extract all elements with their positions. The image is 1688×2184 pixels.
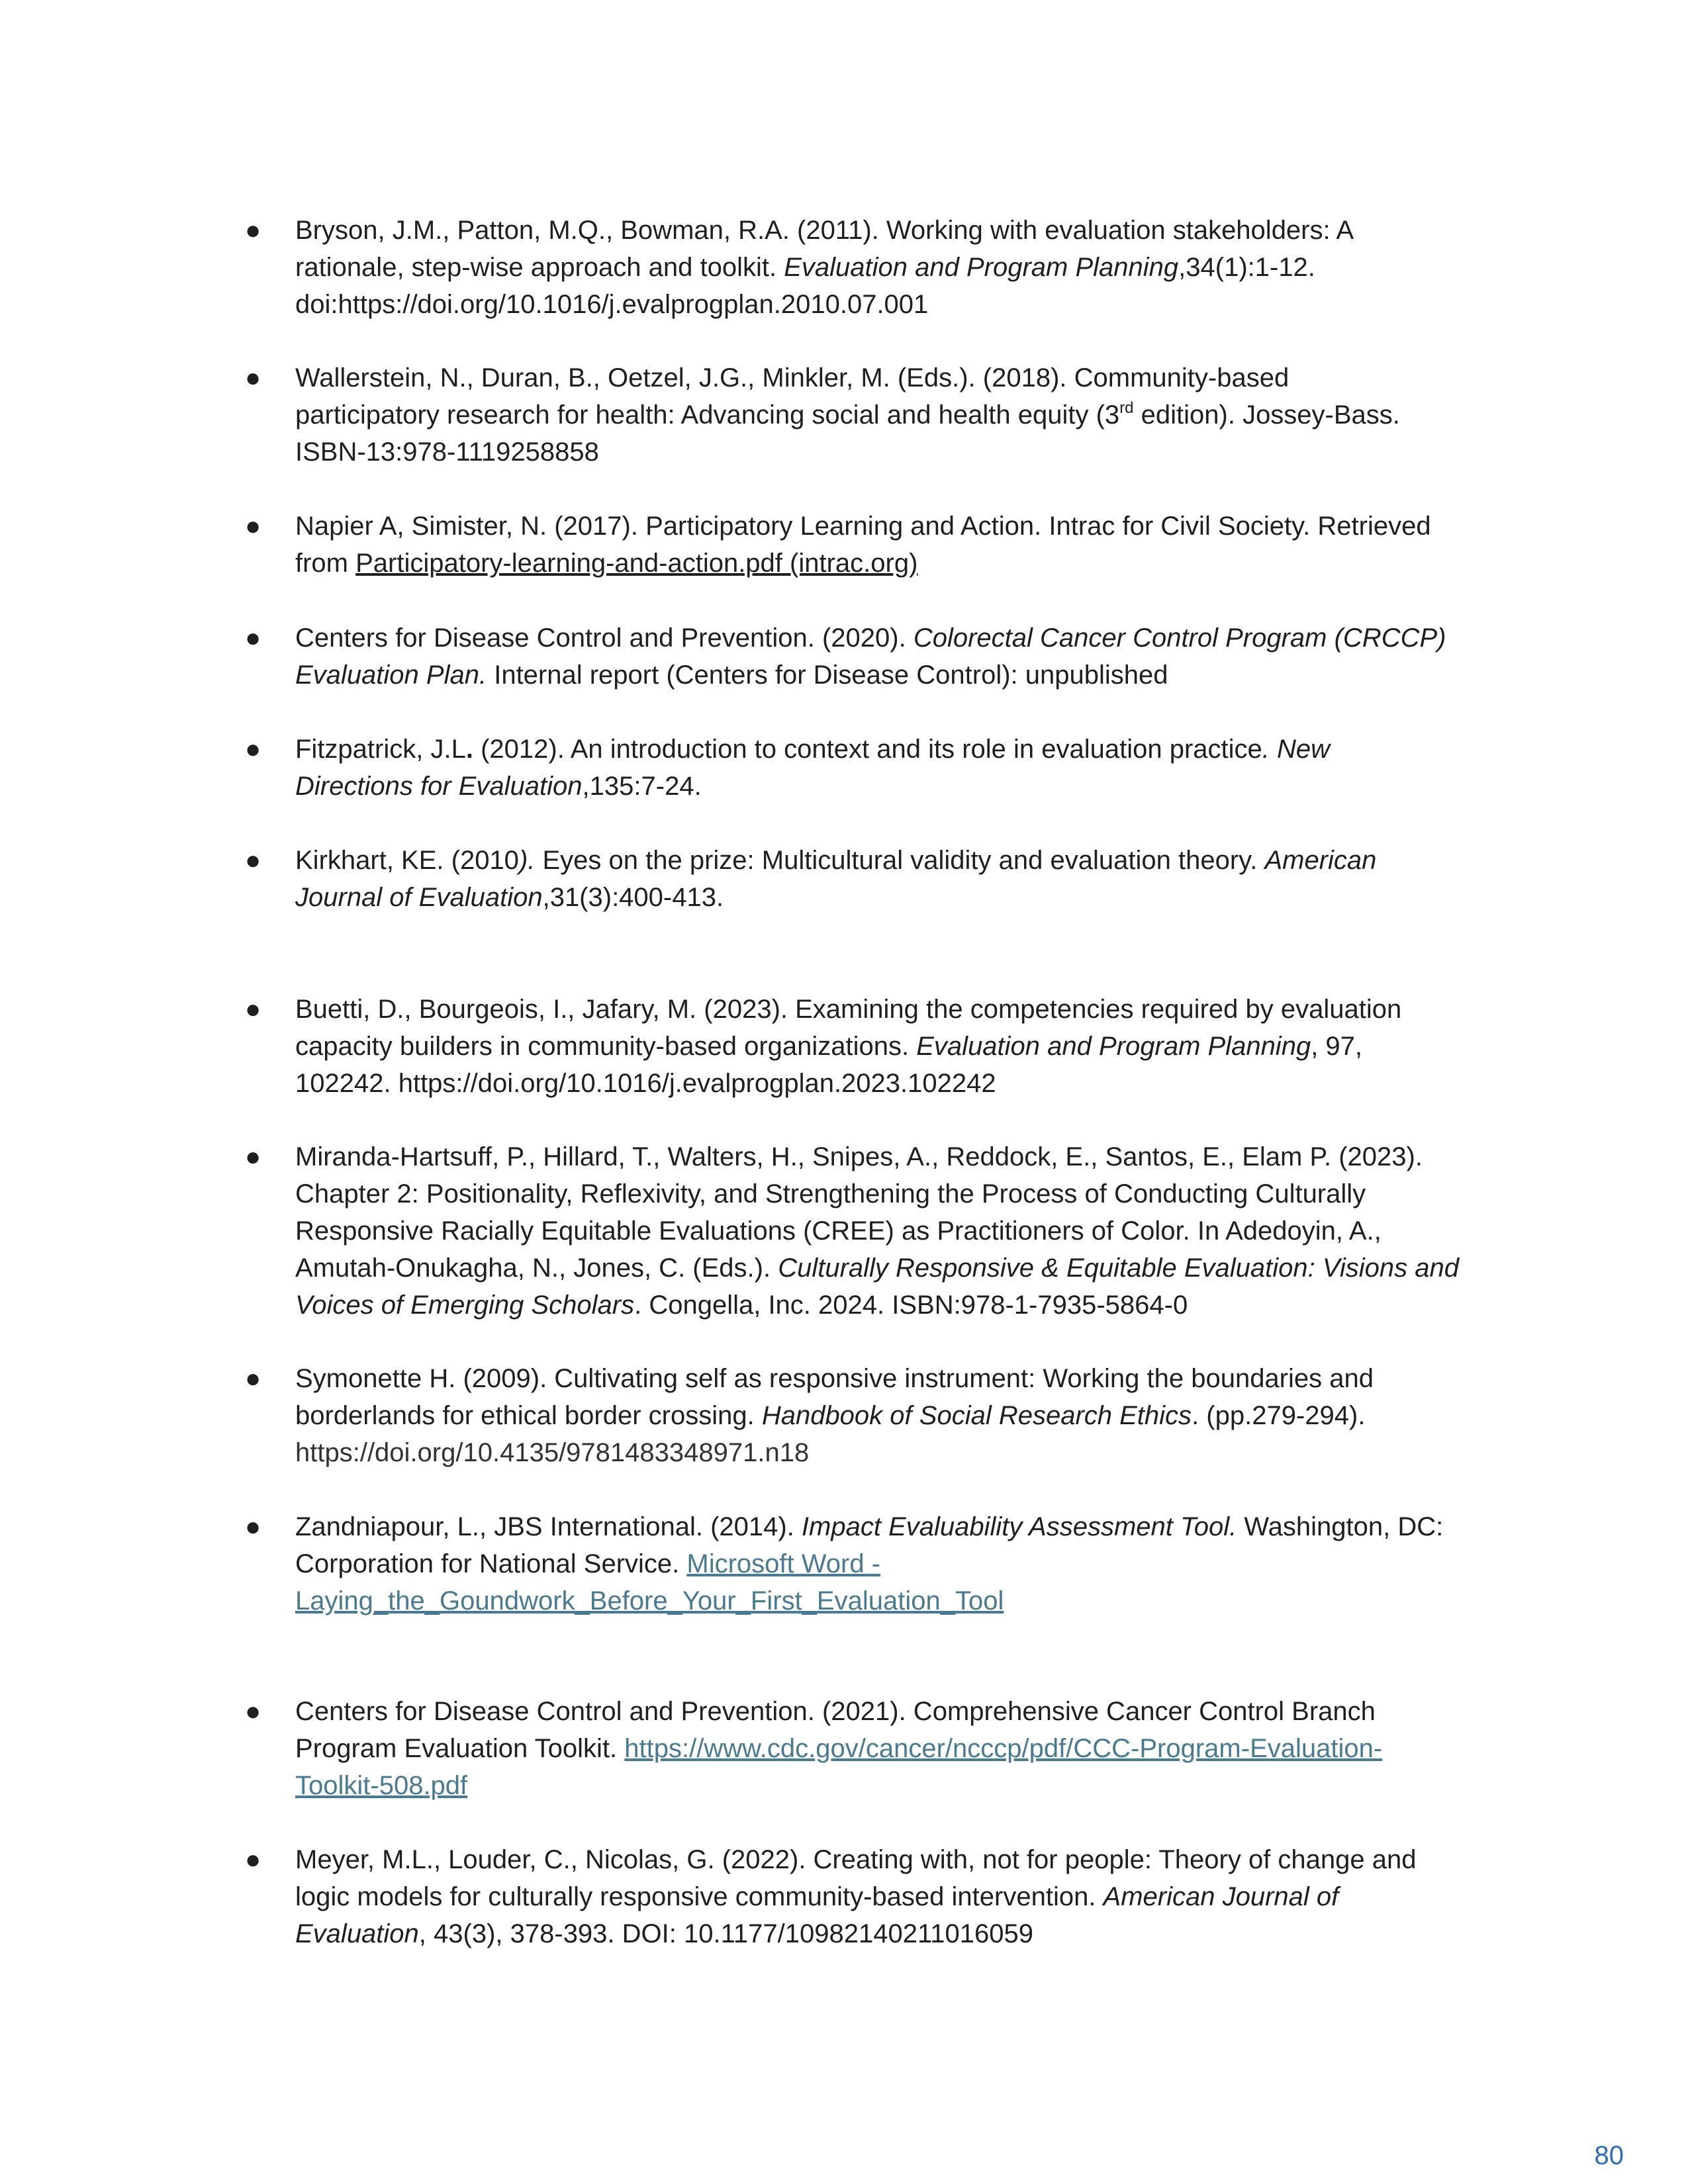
reference-text: , 97, [1311,1032,1363,1061]
reference-text: ). [518,846,536,875]
reference-item [245,1138,1487,1324]
reference-text: . Congella, Inc. 2024. ISBN:978-1-7935-5864-0 [634,1291,1188,1320]
reference-text: capacity builders in community-based organizations. [295,1032,917,1061]
reference-text: Centers for Disease Control and Prevention. (2020). [295,623,914,653]
reference-item [245,619,1487,694]
reference-journal: American [1264,846,1377,875]
superscript: rd [1119,399,1134,417]
reference-link[interactable]: Participatory-learning-and-action.pdf (intrac.org) [355,549,918,578]
reference-text: Buetti, D., Bourgeois, I., Jafary, M. (2023). Examining the competencies required by evaluation [295,995,1402,1024]
bullet-icon: ● [245,1512,261,1541]
reference-journal: Evaluation and Program Planning [916,1032,1311,1061]
reference-item [245,1693,1487,1804]
bullet-icon: ● [245,1142,261,1171]
reference-text: Responsive Racially Equitable Evaluations (CREE) as Practitioners of Color. In Adedoyin, A., [295,1216,1382,1246]
reference-doi: https://doi.org/10.4135/9781483348971.n18 [295,1438,810,1467]
reference-text: borderlands for ethical border crossing. [295,1401,762,1430]
reference-book-title: Voices of Emerging Scholars [295,1291,635,1320]
reference-item [245,842,1487,916]
bullet-icon: ● [245,846,261,875]
bullet-icon: ● [245,363,261,392]
reference-text: Kirkhart, KE. (2010 [295,846,519,875]
reference-item [245,212,1487,323]
bullet-icon: ● [245,216,261,245]
reference-text: . [465,735,473,764]
bullet-icon: ● [245,735,261,764]
reference-text: Meyer, M.L., Louder, C., Nicolas, G. (2022). Creating with, not for people: Theory of change and [295,1845,1417,1874]
reference-text: Corporation for National Service. [295,1549,687,1578]
reference-title: Colorectal Cancer Control Program (CRCCP) [913,623,1446,653]
reference-text: participatory research for health: Advancing social and health equity (3 [295,400,1120,430]
reference-text: Amutah-Onukagha, N., Jones, C. (Eds.). [295,1253,778,1283]
bullet-icon: ● [245,623,261,653]
reference-text: ,31(3):400-413. [542,883,724,912]
reference-text: ,135:7-24. [582,772,702,801]
reference-text: rationale, step-wise approach and toolkit. [295,253,784,282]
reference-item [245,1841,1487,1952]
reference-text: Miranda-Hartsuff, P., Hillard, T., Walters, H., Snipes, A., Reddock, E., Santos, E., Elam P. (2023). [295,1142,1423,1171]
reference-item [245,991,1487,1102]
reference-doi: 102242. https://doi.org/10.1016/j.evalprogplan.2023.102242 [295,1069,996,1098]
reference-journal: Journal of Evaluation [295,883,543,912]
reference-isbn: ISBN-13:978-1119258858 [295,437,599,467]
reference-journal: Directions for Evaluation [295,772,583,801]
bullet-icon: ● [245,995,261,1024]
bullet-icon: ● [245,1697,261,1726]
reference-journal: . New [1262,735,1331,764]
reference-text: Eyes on the prize: Multicultural validity and evaluation theory. [535,846,1265,875]
reference-link[interactable]: https://www.cdc.gov/cancer/ncccp/pdf/CCC-Program-Evaluation- [624,1734,1383,1763]
reference-link[interactable]: Microsoft Word - [686,1549,881,1578]
reference-item [245,731,1487,805]
reference-text: ,34(1):1-12. [1178,253,1315,282]
bullet-icon: ● [245,512,261,541]
reference-title: Evaluation Plan. [295,660,487,690]
reference-text: Centers for Disease Control and Prevention. (2021). Comprehensive Cancer Control Branch [295,1697,1376,1726]
reference-text: Fitzpatrick, J.L [295,735,466,764]
reference-item [245,1360,1487,1471]
reference-book-title: Culturally Responsive & Equitable Evaluation: Visions and [778,1253,1459,1283]
reference-journal: Evaluation [295,1919,419,1948]
reference-link[interactable]: Laying_the_Goundwork_Before_Your_First_Evaluation_Tool [295,1586,1004,1615]
reference-text: Napier A, Simister, N. (2017). Participatory Learning and Action. Intrac for Civil Society. Retrieved [295,512,1431,541]
reference-item [245,508,1487,582]
reference-journal: Evaluation and Program Planning [784,253,1179,282]
reference-journal: American Journal of [1103,1882,1339,1911]
reference-item [245,1508,1487,1619]
reference-text: from [295,549,356,578]
reference-link[interactable]: Toolkit-508.pdf [295,1771,468,1800]
reference-text: Program Evaluation Toolkit. [295,1734,625,1763]
reference-text: . (pp.279-294). [1192,1401,1366,1430]
bullet-icon: ● [245,1845,261,1874]
reference-text: Washington, DC: [1237,1512,1444,1541]
page-number: 80 [1594,2141,1624,2170]
reference-text: (2012). An introduction to context and its role in evaluation practice [473,735,1262,764]
reference-doi: doi:https://doi.org/10.1016/j.evalprogplan.2010.07.001 [295,290,929,319]
reference-text: Zandniapour, L., JBS International. (2014). [295,1512,802,1541]
reference-text: , 43(3), 378-393. DOI: 10.1177/10982140211016059 [418,1919,1033,1948]
reference-text: Symonette H. (2009). Cultivating self as responsive instrument: Working the boundaries and [295,1364,1374,1393]
reference-book-title: Handbook of Social Research Ethics [761,1401,1192,1430]
reference-item [245,359,1487,471]
reference-title: Impact Evaluability Assessment Tool. [801,1512,1237,1541]
bullet-icon: ● [245,1364,261,1393]
reference-text: logic models for culturally responsive community-based intervention. [295,1882,1103,1911]
reference-text: edition). Jossey-Bass. [1133,400,1400,430]
reference-text: Bryson, J.M., Patton, M.Q., Bowman, R.A. (2011). Working with evaluation stakeholders: A [295,216,1354,245]
reference-text: Chapter 2: Positionality, Reflexivity, and Strengthening the Process of Conducting Culturally [295,1179,1366,1208]
reference-text: Internal report (Centers for Disease Control): unpublished [487,660,1168,690]
reference-text: Wallerstein, N., Duran, B., Oetzel, J.G., Minkler, M. (Eds.). (2018). Community-based [295,363,1289,392]
